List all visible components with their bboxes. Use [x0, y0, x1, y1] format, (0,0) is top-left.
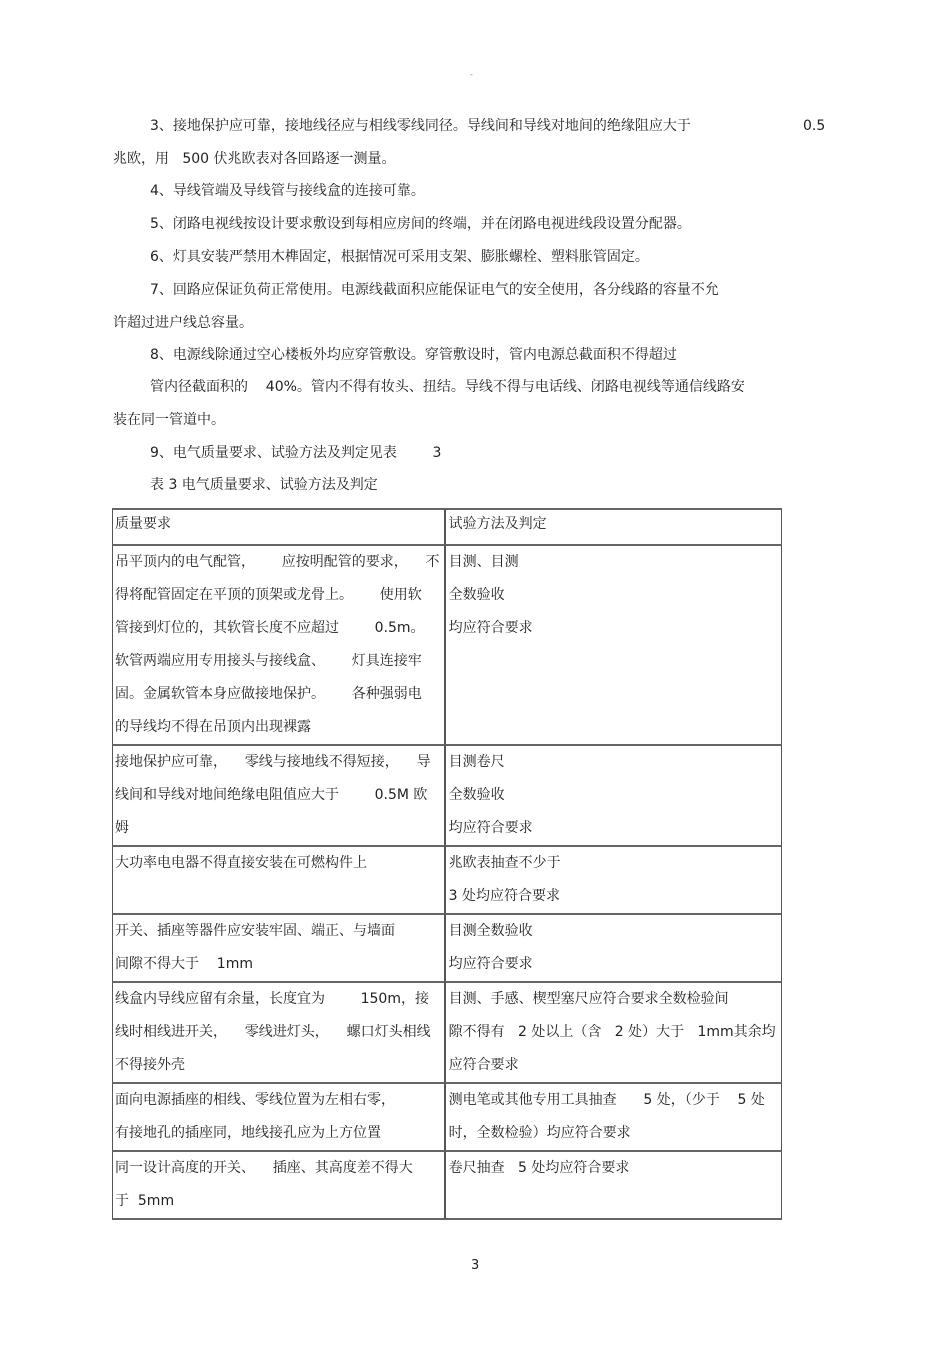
- paragraph-3-value: 0.5: [803, 118, 826, 134]
- cell-line: 全数验收: [448, 787, 505, 803]
- cell-line: 面向电源插座的相线、零线位置为左相右零，: [115, 1092, 395, 1108]
- paragraph-4: 4、导线管端及导线管与接线盒的连接可靠。: [150, 183, 425, 199]
- table-row: [112, 1150, 782, 1220]
- cell-line: 目测全数验收: [448, 923, 533, 939]
- paragraph-8b-line-1: 管内径截面积的 40%。管内不得有妆头、扭结。导线不得与电话线、闭路电视线等通信线路安: [150, 379, 745, 395]
- cell-line: 有接地孔的插座同，地线接孔应为上方位置: [115, 1125, 381, 1141]
- cell-line: 间隙不得大于 1mm: [115, 956, 253, 972]
- method-cell: [445, 981, 782, 1082]
- requirement-cell: [112, 845, 445, 913]
- cell-line: 得将配管固定在平顶的顶架或龙骨上。 使用软: [115, 587, 422, 603]
- cell-line: 接地保护应可靠， 零线与接地线不得短接， 导: [115, 754, 431, 770]
- cell-line: 管接到灯位的，其软管长度不应超过 0.5m。: [115, 620, 425, 636]
- cell-line: 兆欧表抽查不少于: [448, 855, 561, 871]
- paragraph-7-line-2: 许超过进户线总容量。: [113, 315, 253, 331]
- cell-line: 均应符合要求: [448, 956, 533, 972]
- quality-table: [112, 508, 782, 1220]
- table-header-row: [112, 508, 782, 544]
- cell-line: 目测、目测: [448, 554, 519, 570]
- requirement-cell: [112, 1150, 445, 1220]
- paragraph-5: 5、闭路电视线按设计要求敷设到每相应房间的终端，并在闭路电视进线段设置分配器。: [150, 216, 691, 232]
- paragraph-6: 6、灯具安装严禁用木榫固定，根据情况可采用支架、膨胀螺栓、塑料胀管固定。: [150, 249, 649, 265]
- cell-line: 软管两端应用专用接头与接线盒、 灯具连接牢: [115, 653, 422, 669]
- table-row: [112, 744, 782, 845]
- table-row: [112, 1082, 782, 1150]
- cell-line: 3 处均应符合要求: [448, 888, 561, 904]
- cell-line: 目测、手感、楔型塞尺应符合要求全数检验间: [448, 991, 729, 1007]
- method-cell: [445, 913, 782, 981]
- cell-line: 大功率电电器不得直接安装在可燃构件上: [115, 855, 367, 871]
- requirement-cell: [112, 913, 445, 981]
- table-row: [112, 981, 782, 1082]
- cell-line: 于 5mm: [115, 1193, 175, 1209]
- method-cell: [445, 744, 782, 845]
- cell-line: 线盒内导线应留有余量，长度宜为 150m，接: [115, 991, 429, 1007]
- requirement-cell: [112, 981, 445, 1082]
- cell-line: 吊平顶内的电气配管， 应按明配管的要求， 不: [115, 554, 440, 570]
- table-row: [112, 544, 782, 744]
- cell-line: 目测卷尺: [448, 754, 505, 770]
- cell-line: 应符合要求: [448, 1057, 519, 1073]
- cell-line: 均应符合要求: [448, 820, 533, 836]
- cell-line: 固。金属软管本身应做接地保护。 各种强弱电: [115, 686, 422, 702]
- cell-line: 同一设计高度的开关、 插座、其高度差不得大: [115, 1160, 413, 1176]
- requirement-cell: [112, 744, 445, 845]
- table-row: [112, 913, 782, 981]
- top-mark: -: [470, 70, 473, 79]
- paragraph-7-line-1: 7、回路应保证负荷正常使用。电源线截面积应能保证电气的安全使用，各分线路的容量不允: [150, 282, 719, 298]
- table-caption: 表 3 电气质量要求、试验方法及判定: [150, 477, 378, 493]
- method-cell: [445, 1150, 782, 1220]
- method-cell: [445, 845, 782, 913]
- method-cell: [445, 544, 782, 744]
- cell-line: 卷尺抽查 5 处均应符合要求: [448, 1160, 630, 1176]
- cell-line: 测电笔或其他专用工具抽查 5 处，（少于 5 处: [448, 1092, 765, 1108]
- cell-line: 线时相线进开关， 零线进灯头， 螺口灯头相线: [115, 1024, 431, 1040]
- paragraph-3-line-1: 3、接地保护应可靠，接地线径应与相线零线同径。导线间和导线对地间的绝缘阻应大于: [150, 118, 691, 134]
- page-number: 3: [471, 1258, 480, 1273]
- requirement-cell: [112, 1082, 445, 1150]
- header-quality-requirement: 质量要求: [112, 508, 445, 544]
- paragraph-8b-line-2: 装在同一管道中。: [113, 412, 225, 428]
- cell-line: 隙不得有 2 处以上（含 2 处）大于 1mm其余均: [448, 1024, 776, 1040]
- method-cell: [445, 1082, 782, 1150]
- cell-line: 不得接外壳: [115, 1057, 185, 1073]
- paragraph-9: 9、电气质量要求、试验方法及判定见表 3: [150, 445, 442, 461]
- cell-line: 均应符合要求: [448, 620, 533, 636]
- cell-line: 时，全数检验）均应符合要求: [448, 1125, 631, 1141]
- header-test-method: 试验方法及判定: [445, 508, 782, 544]
- cell-line: 开关、插座等器件应安装牢固、端正、与墙面: [115, 923, 395, 939]
- cell-line: 的导线均不得在吊顶内出现裸露: [115, 719, 311, 735]
- requirement-cell: [112, 544, 445, 744]
- paragraph-8: 8、电源线除通过空心楼板外均应穿管敷设。穿管敷设时，管内电源总截面积不得超过: [150, 347, 677, 363]
- cell-line: 全数验收: [448, 587, 505, 603]
- cell-line: 线间和导线对地间绝缘电阻值应大于 0.5M 欧: [115, 787, 428, 803]
- cell-line: 姆: [115, 820, 129, 836]
- paragraph-3-line-2: 兆欧，用 500 伏兆欧表对各回路逐一测量。: [113, 151, 396, 167]
- table-row: [112, 845, 782, 913]
